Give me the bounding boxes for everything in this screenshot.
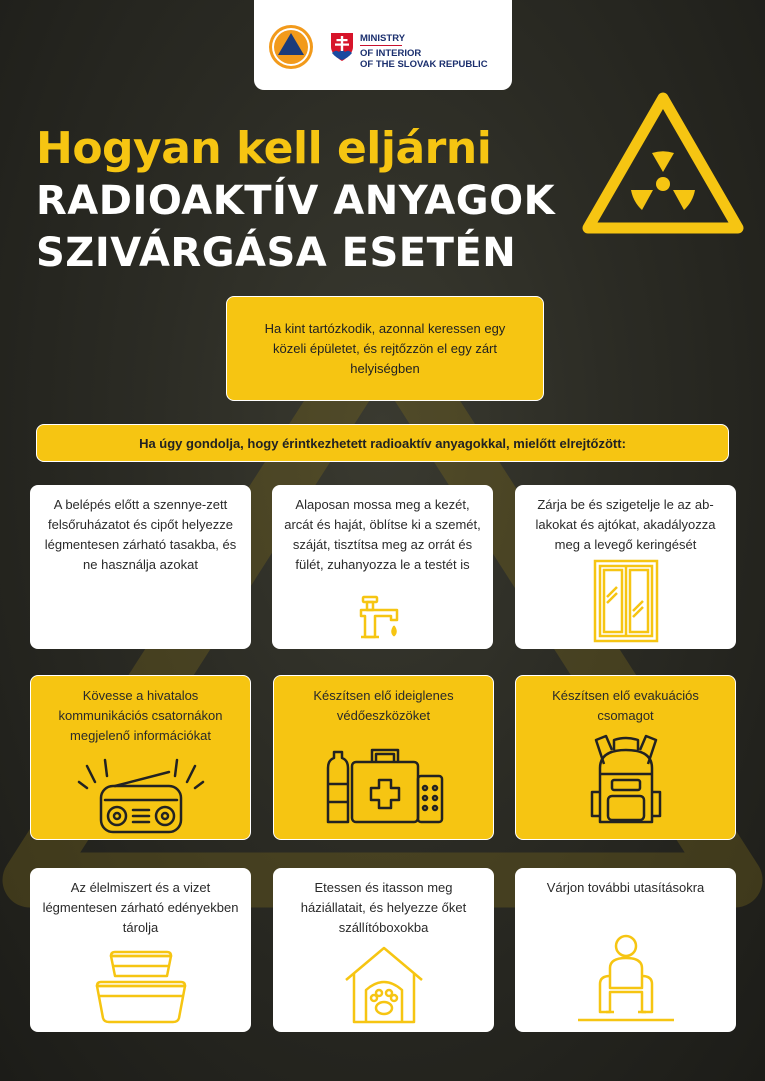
card-clothing <box>30 485 251 649</box>
instruction-banner: Ha úgy gondolja, hogy érintkezhetett radioaktív anyagokkal, mielőtt elrejtőzött: <box>36 424 729 462</box>
ministry-line-1: MINISTRY <box>360 33 406 44</box>
card-text: Etessen és itasson meg háziállatait, és helyezze őket szállítóboxokba <box>300 880 467 935</box>
card-wait <box>515 868 736 1032</box>
waiting-person-icon <box>578 932 674 1026</box>
card-text: A belépés előtt a szennye-zett felsőruházatot és cipőt helyezze légmentesen zárható tasakba, és ne használja azokat <box>44 497 237 572</box>
card-text: Várjon további utasításokra <box>546 880 705 895</box>
card-text: Az élelmiszert és a vizet légmentesen zárható edényekben tárolja <box>42 880 239 935</box>
backpack-icon <box>586 734 666 830</box>
card-text: Kövesse a hivatalos kommunikációs csatornákon megjelenő információkat <box>58 688 223 743</box>
card-windows <box>515 485 736 649</box>
card-wash <box>272 485 493 649</box>
card-protective-gear <box>273 675 494 840</box>
card-text: Készítsen elő ideiglenes védőeszközöket <box>313 688 454 723</box>
page-title <box>36 123 555 279</box>
ministry-line-3: OF THE SLOVAK REPUBLIC <box>360 59 488 70</box>
title-line-1: Hogyan kell eljárni <box>36 123 492 174</box>
title-line-2: RADIOAKTÍV ANYAGOK <box>36 178 556 224</box>
header-logos <box>254 0 512 90</box>
first-aid-kit-icon <box>322 744 446 828</box>
card-evacuation <box>515 675 736 840</box>
ministry-line-2: OF INTERIOR <box>360 48 422 59</box>
civil-protection-logo <box>268 24 314 70</box>
card-food-storage <box>30 868 251 1032</box>
radiation-hazard-icon <box>582 92 744 234</box>
intro-box: Ha kint tartózkodik, azonnal keressen egy közeli épületet, és rejtőzzön el egy zárt helyiségben <box>226 296 544 401</box>
card-text: Alaposan mossa meg a kezét, arcát és haját, öblítse ki a szemét, száját, tisztítsa meg az orrát és fülét, zuhanyozza le a testét is <box>284 497 481 572</box>
title-line-3: SZIVÁRGÁSA ESETÉN <box>36 230 517 276</box>
ministry-name <box>360 33 488 70</box>
pet-house-icon <box>342 944 426 1026</box>
window-icon <box>593 559 659 643</box>
card-information <box>30 675 251 840</box>
slovak-coat-of-arms-icon <box>330 32 354 62</box>
faucet-icon <box>353 595 413 643</box>
card-text: Készítsen elő evakuációs csomagot <box>552 688 699 723</box>
card-pets <box>273 868 494 1032</box>
containers-icon <box>91 946 191 1026</box>
radio-icon <box>71 756 211 834</box>
card-text: Zárja be és szigetelje le az ab-lakokat és ajtókat, akadályozza meg a levegő keringését <box>535 497 716 552</box>
